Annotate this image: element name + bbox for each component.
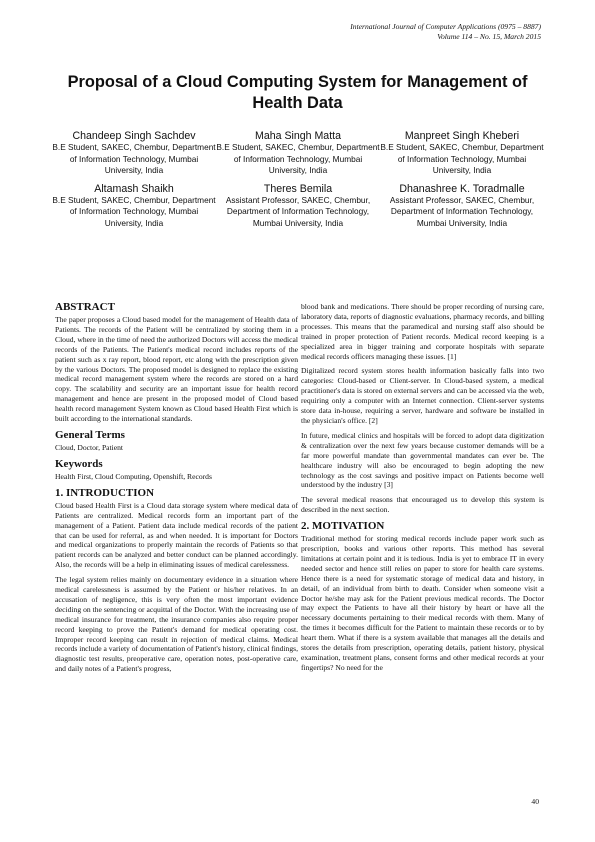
introduction-paragraph: Cloud based Health First is a Cloud data storage system where medical data of Patients are centralized. Medical records form an important part of the management of a Patient. Patient data include medical records of the patient that can be used for referral, as and when needed. It is important for Doctors and medical organizations to properly maintain the records of Patients so that patient records can be analyzed and better conduct can be planned accordingly. Also, the records will be a help in eliminating issues of medical carelessness. <box>55 500 298 570</box>
author-name: Maha Singh Matta <box>255 130 341 142</box>
left-column <box>55 301 298 679</box>
motivation-text: Traditional method for storing medical records include paper work such as prescription, books and various other reports. This method has several limitations at certain point and it is tedious. India is yet to embrace IT in every needed sector and hence still relies on paper to store for health care systems. Hence there is a need for systematic storage of medical data and history, in detail, of an individual from birth to death. Consider when someone visit a Doctor he/she may ask for the Patient previous medical records. The Doctor may expect the Patients to have all their history by heart or have all the necessary documents pertaining to their medical records with them. Many of the times it becomes difficult for the Patient to maintain these records or to by heart them. What if there is a system available that manages all the details and stores the details from prescription, operating details, patient history, physical examination, treatment plans, consent forms and other medical records at your fingertips? No need for the <box>301 534 544 672</box>
journal-volume: Volume 114 – No. 15, March 2015 <box>437 32 541 41</box>
body-paragraph: Digitalized record system stores health information basically falls into two categories: Cloud-based or Client-server. In Cloud-based system, a medical practitioner's data is stored on external servers and can be accessed via the web, requiring only a computer with an Internet connection. Client-server systems store data in-house, requiring a server, hardware and software be installed in the physician's office. [2] <box>301 366 544 425</box>
author <box>380 183 544 230</box>
body-paragraph: blood bank and medications. There should be proper recording of nursing care, laboratory data, reports of diagnostic evaluations, pharmacy records, and billing processes. This means that the paramedical and nursing staff also should be trained in proper protection of Patient records. Medical record keeping is a specialized area in bigger training and corporate hospitals with separate medical records officers managing these issues. [1] <box>301 302 544 361</box>
author-affiliation: B.E Student, SAKEC, Chembur, Department of Information Technology, Mumbai University, India <box>380 142 544 175</box>
right-column <box>301 302 544 678</box>
body-paragraph: In future, medical clinics and hospitals will be forced to adopt data digitization & centralization over the next few years because customer demands will be a far more powerful mandate than governmental mandates can ever be. The healthcare industry will also be encouraged to begin adopting the new technology as the cost savings and positive impact on Patients become well understood by the industry [3] <box>301 430 544 490</box>
author <box>216 130 380 177</box>
introduction-heading: 1. INTRODUCTION <box>55 486 155 499</box>
body-paragraph: The several medical reasons that encouraged us to develop this system is described in the next section. <box>301 495 544 515</box>
author <box>380 130 544 177</box>
paper-title: Proposal of a Cloud Computing System for Management of Health Data <box>67 73 528 112</box>
general-terms-heading: General Terms <box>55 428 125 441</box>
general-terms-text: Cloud, Doctor, Patient <box>55 442 124 452</box>
author-name: Theres Bemila <box>263 182 333 195</box>
journal-name: International Journal of Computer Applications (0975 – 8887) <box>350 22 541 31</box>
journal-header <box>350 22 541 42</box>
keywords-text: Health First, Cloud Computing, Openshift, Records <box>55 471 212 481</box>
keywords-heading: Keywords <box>55 457 103 470</box>
abstract-heading: ABSTRACT <box>55 301 115 313</box>
introduction-paragraph: The legal system relies mainly on documentary evidence in a situation where medical carelessness is assumed by the Patient or his/her relatives. In an accusation of negligence, this is very often the most important evidence deciding on the sentencing or acquittal of the Doctor. With the increasing use of medical insurance for treatment, the insurance companies also require proper record keeping to prove the Patient's demand for medical operating cost. Improper record keeping can result in rejection of medical claims. Medical records include a variety of documentation of Patient's history, clinical findings, diagnostic test results, preoperative care, operation notes, post-operative care, and daily notes of a Patient's progress, <box>55 575 298 674</box>
page-number: 40 <box>531 797 539 806</box>
author-name: Chandeep Singh Sachdev <box>72 130 196 142</box>
author <box>52 130 216 177</box>
author-name: Manpreet Singh Kheberi <box>404 130 520 142</box>
author <box>52 183 216 230</box>
author-name: Altamash Shaikh <box>94 182 174 195</box>
author-affiliation: B.E Student, SAKEC, Chembur, Department of Information Technology, Mumbai University, India <box>52 142 216 175</box>
author-affiliation: B.E Student, SAKEC, Chembur, Department of Information Technology, Mumbai University, India <box>216 142 380 175</box>
author-block <box>52 130 544 229</box>
motivation-heading: 2. MOTIVATION <box>301 520 385 533</box>
abstract-text: The paper proposes a Cloud based model for the management of Health data of Patients. The records of the Patient will be centralized by storing them in a Cloud, where in the time of need the authorized Doctors will access the medical records of the Patients. The Patient's medical record includes reports of the patient such as x ray report, blood report, etc along with the prescription given by the various Doctors. The proposed model is designed to replace the existing medical record management system where the records are stored on a hard copy. The scalability and security are an important issue for health record management and hence are present in the proposed model of Cloud based health record management System known as Cloud based Health First which is built according to the international standards. <box>55 315 298 424</box>
author-name: Dhanashree K. Toradmalle <box>399 182 525 195</box>
author-affiliation: Assistant Professor, SAKEC, Chembur, Department of Information Technology, Mumbai University, India <box>389 194 535 228</box>
author-affiliation: Assistant Professor, SAKEC, Chembur, Department of Information Technology, Mumbai University, India <box>225 194 371 228</box>
author-affiliation: B.E Student, SAKEC, Chembur, Department of Information Technology, Mumbai University, India <box>52 194 216 228</box>
author <box>216 183 380 230</box>
